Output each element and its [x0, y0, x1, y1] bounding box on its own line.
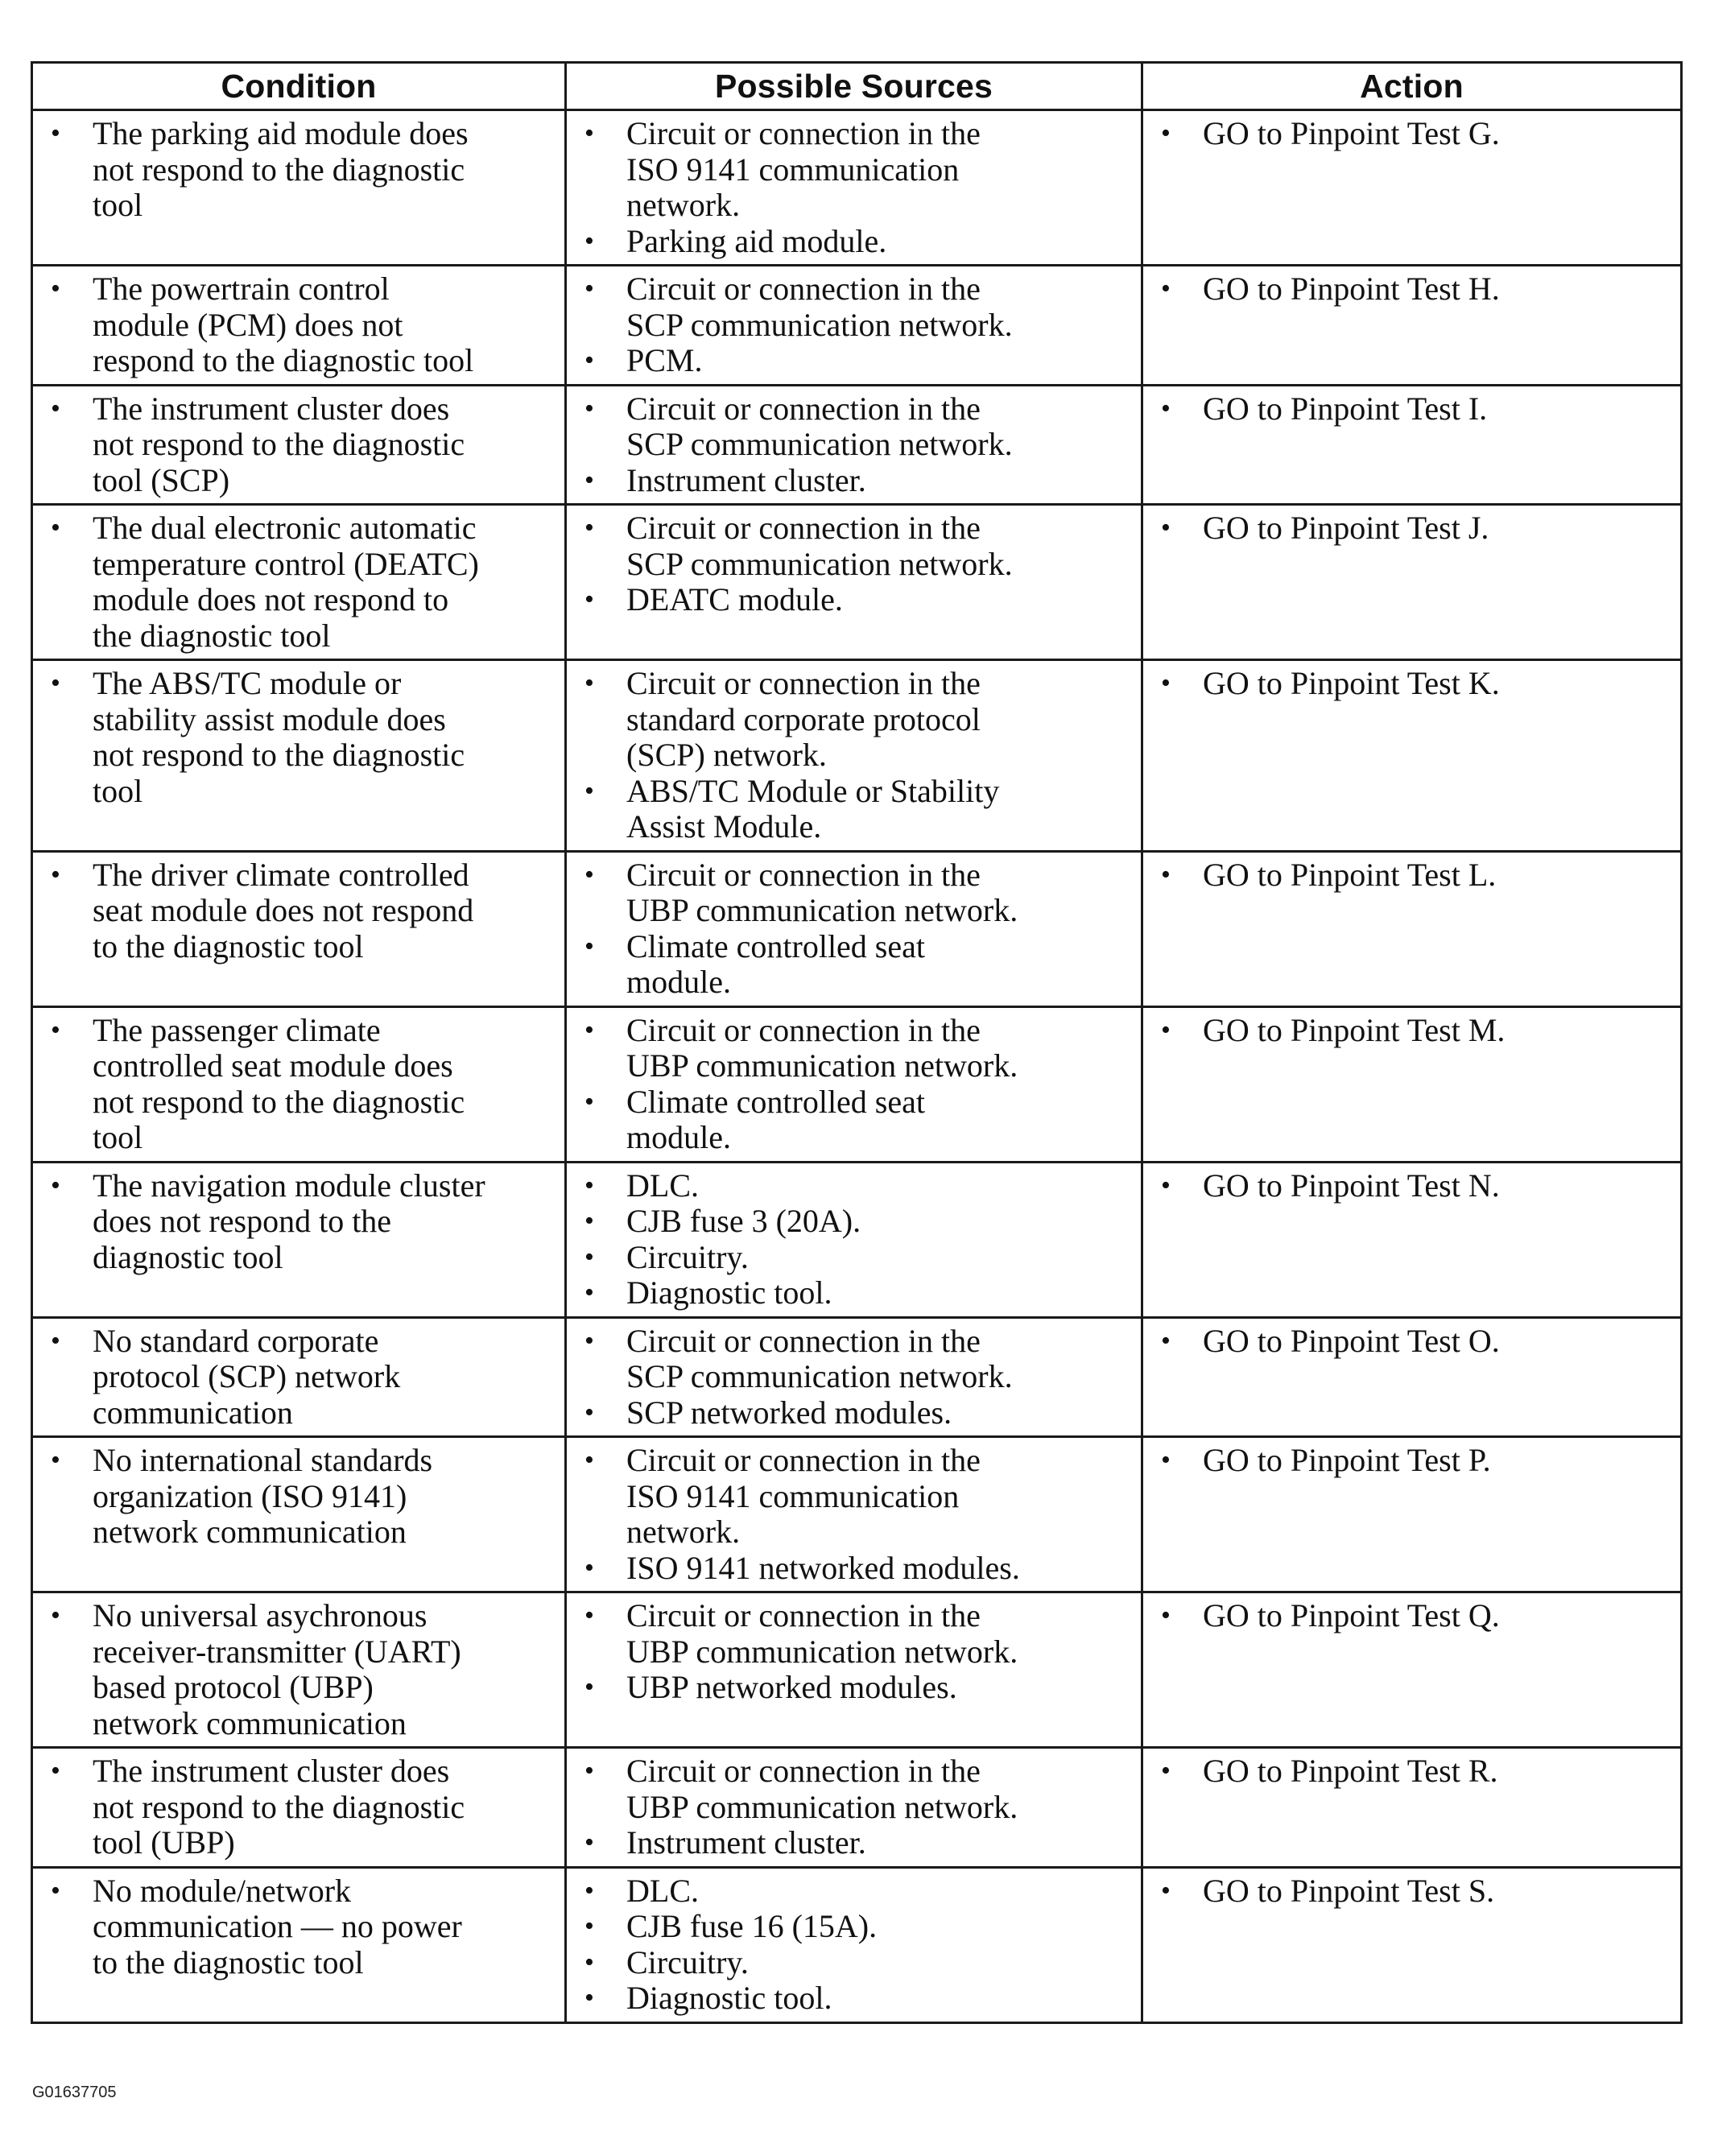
bullet-item: • Climate controlled seat module.	[581, 1084, 1131, 1156]
bullet-list	[1158, 1598, 1671, 1634]
sources-cell	[566, 660, 1142, 852]
condition-cell	[32, 1162, 566, 1317]
table-header-row	[32, 63, 1682, 110]
bullet-item: • GO to Pinpoint Test S.	[1158, 1873, 1671, 1910]
bullet-item: • GO to Pinpoint Test Q.	[1158, 1598, 1671, 1634]
bullet-item: • GO to Pinpoint Test P.	[1158, 1443, 1671, 1479]
condition-cell	[32, 385, 566, 505]
bullet-list	[1158, 1324, 1671, 1360]
bullet-item: • GO to Pinpoint Test L.	[1158, 857, 1671, 894]
bullet-list	[581, 1873, 1131, 2017]
bullet-item: • Circuit or connection in the SCP communication network.	[581, 271, 1131, 343]
bullet-list	[48, 391, 555, 499]
bullet-item: • GO to Pinpoint Test K.	[1158, 666, 1671, 702]
sources-cell	[566, 505, 1142, 660]
header-possible-sources: Possible Sources	[566, 63, 1142, 110]
bullet-list	[581, 510, 1131, 618]
action-cell	[1142, 660, 1682, 852]
bullet-item: • Instrument cluster.	[581, 1825, 1131, 1861]
bullet-item: • Circuit or connection in the standard corporate protocol (SCP) network.	[581, 666, 1131, 774]
condition-cell	[32, 1437, 566, 1592]
bullet-list	[1158, 271, 1671, 308]
condition-cell	[32, 110, 566, 266]
bullet-item: • Circuit or connection in the SCP communication network.	[581, 391, 1131, 463]
condition-cell	[32, 1006, 566, 1162]
bullet-list	[48, 1013, 555, 1156]
bullet-item: • GO to Pinpoint Test H.	[1158, 271, 1671, 308]
bullet-list	[1158, 1013, 1671, 1049]
bullet-item: • The passenger climate controlled seat module does not respond to the diagnostic tool	[48, 1013, 555, 1156]
bullet-list	[48, 1598, 555, 1741]
table-row	[32, 1162, 1682, 1317]
bullet-list	[1158, 666, 1671, 702]
table-row	[32, 1592, 1682, 1748]
bullet-item: • Circuitry.	[581, 1945, 1131, 1981]
bullet-item: • The navigation module cluster does not respond to the diagnostic tool	[48, 1168, 555, 1276]
bullet-list	[1158, 510, 1671, 547]
action-cell	[1142, 110, 1682, 266]
bullet-item: • CJB fuse 16 (15A).	[581, 1909, 1131, 1945]
bullet-item: • No module/network communication — no power to the diagnostic tool	[48, 1873, 555, 1981]
bullet-list	[581, 116, 1131, 259]
action-cell	[1142, 385, 1682, 505]
table-row	[32, 1437, 1682, 1592]
bullet-item: • PCM.	[581, 343, 1131, 379]
bullet-item: • The instrument cluster does not respond to the diagnostic tool (SCP)	[48, 391, 555, 499]
sources-cell	[566, 1437, 1142, 1592]
bullet-item: • SCP networked modules.	[581, 1395, 1131, 1431]
bullet-list	[48, 857, 555, 965]
bullet-item: • Circuit or connection in the UBP communication network.	[581, 857, 1131, 929]
bullet-list	[581, 391, 1131, 499]
bullet-list	[48, 1753, 555, 1861]
action-cell	[1142, 266, 1682, 386]
sources-cell	[566, 851, 1142, 1006]
bullet-item: • Diagnostic tool.	[581, 1275, 1131, 1311]
action-cell	[1142, 505, 1682, 660]
table-row	[32, 1748, 1682, 1868]
sources-cell	[566, 385, 1142, 505]
sources-cell	[566, 1748, 1142, 1868]
bullet-item: • Circuitry.	[581, 1240, 1131, 1276]
bullet-item: • GO to Pinpoint Test G.	[1158, 116, 1671, 152]
sources-cell	[566, 1006, 1142, 1162]
action-cell	[1142, 1162, 1682, 1317]
bullet-list	[48, 510, 555, 654]
table-row	[32, 1006, 1682, 1162]
bullet-item: • GO to Pinpoint Test J.	[1158, 510, 1671, 547]
sources-cell	[566, 266, 1142, 386]
bullet-list	[1158, 1753, 1671, 1790]
bullet-list	[581, 1598, 1131, 1706]
bullet-list	[581, 666, 1131, 845]
sources-cell	[566, 1592, 1142, 1748]
bullet-list	[48, 1168, 555, 1276]
bullet-item: • Circuit or connection in the UBP communication network.	[581, 1598, 1131, 1670]
bullet-item: • Circuit or connection in the ISO 9141 communication network.	[581, 116, 1131, 224]
action-cell	[1142, 1317, 1682, 1437]
diagnostic-table	[31, 61, 1683, 2024]
action-cell	[1142, 1592, 1682, 1748]
bullet-list	[48, 116, 555, 224]
bullet-item: • The powertrain control module (PCM) does not respond to the diagnostic tool	[48, 271, 555, 379]
bullet-item: • Circuit or connection in the UBP communication network.	[581, 1013, 1131, 1084]
bullet-list	[48, 271, 555, 379]
bullet-item: • The driver climate controlled seat module does not respond to the diagnostic tool	[48, 857, 555, 965]
bullet-list	[1158, 116, 1671, 152]
action-cell	[1142, 1006, 1682, 1162]
table-row	[32, 851, 1682, 1006]
bullet-item: • Circuit or connection in the SCP communication network.	[581, 1324, 1131, 1395]
bullet-list	[48, 666, 555, 809]
condition-cell	[32, 1867, 566, 2022]
condition-cell	[32, 851, 566, 1006]
bullet-item: • Circuit or connection in the ISO 9141 communication network.	[581, 1443, 1131, 1551]
bullet-item: • GO to Pinpoint Test O.	[1158, 1324, 1671, 1360]
action-cell	[1142, 1867, 1682, 2022]
bullet-item: • ISO 9141 networked modules.	[581, 1551, 1131, 1587]
condition-cell	[32, 1317, 566, 1437]
sources-cell	[566, 110, 1142, 266]
sources-cell	[566, 1317, 1142, 1437]
header-action: Action	[1142, 63, 1682, 110]
figure-id-label: G01637705	[32, 2084, 117, 2101]
bullet-item: • No universal asychronous receiver-transmitter (UART) based protocol (UBP) network communication	[48, 1598, 555, 1741]
action-cell	[1142, 1748, 1682, 1868]
action-cell	[1142, 1437, 1682, 1592]
bullet-list	[581, 857, 1131, 1001]
bullet-item: • DEATC module.	[581, 582, 1131, 618]
bullet-item: • The dual electronic automatic temperature control (DEATC) module does not respond to the diagnostic tool	[48, 510, 555, 654]
bullet-list	[1158, 857, 1671, 894]
bullet-item: • No international standards organization (ISO 9141) network communication	[48, 1443, 555, 1551]
bullet-item: • DLC.	[581, 1873, 1131, 1910]
table-row	[32, 505, 1682, 660]
bullet-list	[581, 1753, 1131, 1861]
table-row	[32, 385, 1682, 505]
bullet-item: • UBP networked modules.	[581, 1670, 1131, 1706]
bullet-list	[1158, 1443, 1671, 1479]
bullet-item: • Diagnostic tool.	[581, 1980, 1131, 2017]
bullet-list	[581, 1443, 1131, 1586]
bullet-item: • The ABS/TC module or stability assist module does not respond to the diagnostic tool	[48, 666, 555, 809]
bullet-list	[581, 1013, 1131, 1156]
sources-cell	[566, 1162, 1142, 1317]
bullet-item: • CJB fuse 3 (20A).	[581, 1204, 1131, 1240]
table-body	[32, 110, 1682, 2023]
table-row	[32, 266, 1682, 386]
bullet-item: • ABS/TC Module or Stability Assist Module.	[581, 774, 1131, 845]
bullet-item: • The instrument cluster does not respond to the diagnostic tool (UBP)	[48, 1753, 555, 1861]
bullet-item: • The parking aid module does not respond to the diagnostic tool	[48, 116, 555, 224]
condition-cell	[32, 266, 566, 386]
bullet-item: • Parking aid module.	[581, 224, 1131, 260]
bullet-list	[581, 271, 1131, 379]
bullet-item: • Circuit or connection in the UBP communication network.	[581, 1753, 1131, 1825]
bullet-item: • Circuit or connection in the SCP communication network.	[581, 510, 1131, 582]
condition-cell	[32, 505, 566, 660]
bullet-list	[1158, 391, 1671, 427]
bullet-item: • Instrument cluster.	[581, 463, 1131, 499]
table-row	[32, 1317, 1682, 1437]
action-cell	[1142, 851, 1682, 1006]
bullet-list	[48, 1443, 555, 1551]
bullet-item: • GO to Pinpoint Test N.	[1158, 1168, 1671, 1204]
condition-cell	[32, 1592, 566, 1748]
bullet-list	[581, 1324, 1131, 1431]
table-row	[32, 1867, 1682, 2022]
bullet-list	[581, 1168, 1131, 1311]
header-condition: Condition	[32, 63, 566, 110]
condition-cell	[32, 660, 566, 852]
bullet-list	[1158, 1168, 1671, 1204]
condition-cell	[32, 1748, 566, 1868]
bullet-item: • GO to Pinpoint Test M.	[1158, 1013, 1671, 1049]
bullet-list	[48, 1324, 555, 1431]
bullet-list	[1158, 1873, 1671, 1910]
bullet-list	[48, 1873, 555, 1981]
sources-cell	[566, 1867, 1142, 2022]
bullet-item: • DLC.	[581, 1168, 1131, 1204]
table-row	[32, 110, 1682, 266]
bullet-item: • No standard corporate protocol (SCP) network communication	[48, 1324, 555, 1431]
bullet-item: • GO to Pinpoint Test I.	[1158, 391, 1671, 427]
bullet-item: • GO to Pinpoint Test R.	[1158, 1753, 1671, 1790]
table-row	[32, 660, 1682, 852]
bullet-item: • Climate controlled seat module.	[581, 929, 1131, 1001]
